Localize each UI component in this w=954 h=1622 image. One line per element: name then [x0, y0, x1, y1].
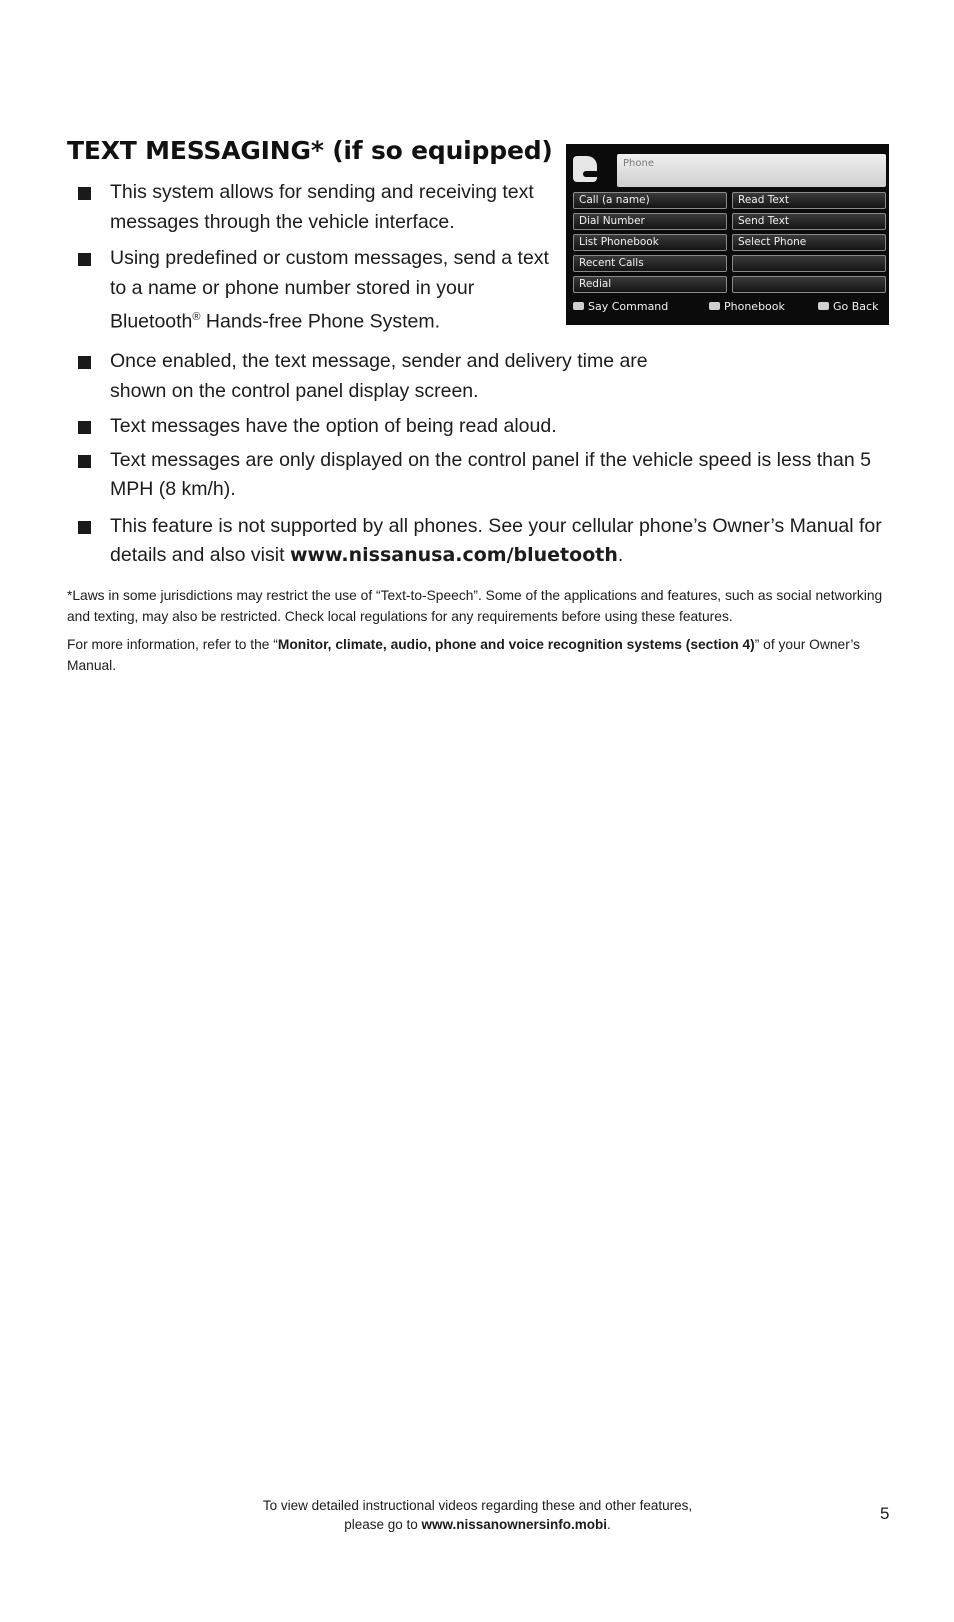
square-bullet-icon [78, 421, 91, 434]
screen-title-bar [617, 154, 886, 187]
recent-calls-button: Recent Calls [573, 255, 727, 272]
phone-screen-image [566, 144, 889, 325]
list-item [78, 178, 562, 237]
list-item-text: Text messages have the option of being read aloud. [110, 415, 557, 437]
footer-line-2-before: please go to [344, 1517, 422, 1532]
go-back-hint [818, 300, 878, 313]
talk-icon [573, 302, 584, 310]
list-item-text-after: Hands-free Phone System. [200, 310, 441, 333]
registered-mark: ® [192, 311, 201, 323]
section-reference: Monitor, climate, audio, phone and voice recognition systems (section 4) [277, 637, 755, 652]
phonebook-label: Phonebook [724, 300, 785, 313]
footer-line-2-after: . [607, 1517, 611, 1532]
list-item-text: Using predefined or custom messages, send a text to a name or phone number stored in your Bluetooth [110, 247, 549, 333]
section-heading: TEXT MESSAGING* (if so equipped) [67, 136, 553, 165]
send-text-button: Send Text [732, 213, 886, 230]
list-item-text: Text messages are only displayed on the control panel if the vehicle speed is less than 5 MPH (8 km/h). [110, 448, 871, 500]
screen-title: Phone [623, 158, 654, 169]
empty-button [732, 276, 886, 293]
footer-line-1: To view detailed instructional videos regarding these and other features, [262, 1498, 693, 1513]
square-bullet-icon [78, 455, 91, 468]
list-item [78, 244, 562, 337]
list-item [78, 446, 890, 505]
hang-up-icon [818, 302, 829, 310]
more-info-after: ” of your Owner’s Manual. [67, 637, 861, 673]
notes [67, 585, 897, 683]
page-footer [200, 1496, 755, 1534]
dial-number-button: Dial Number [573, 213, 727, 230]
list-item-text: This feature is not supported by all phones. See your cellular phone’s Owner’s Manual for details and also visit [110, 514, 882, 566]
screen-footer [566, 296, 889, 320]
square-bullet-icon [78, 356, 91, 369]
read-text-button: Read Text [732, 192, 886, 209]
bluetooth-link[interactable]: www.nissanusa.com/bluetooth [289, 544, 618, 566]
go-back-label: Go Back [833, 300, 879, 313]
list-item-text-after: . [617, 544, 624, 566]
page-number: 5 [880, 1504, 890, 1523]
redial-button: Redial [573, 276, 727, 293]
say-command-label: Say Command [588, 300, 669, 313]
square-bullet-icon [78, 521, 91, 534]
phonebook-icon [709, 302, 720, 310]
list-item-text: Once enabled, the text message, sender and delivery time are shown on the control panel display screen. [110, 350, 648, 402]
say-command-hint [573, 300, 668, 313]
list-item [78, 512, 890, 571]
call-name-button: Call (a name) [573, 192, 727, 209]
list-phonebook-button: List Phonebook [573, 234, 727, 251]
footnote: *Laws in some jurisdictions may restrict the use of “Text-to-Speech”. Some of the applications and features, such as social networking and texting, may also be restricted. Check local regulations for any requirements before using these features. [67, 588, 883, 624]
square-bullet-icon [78, 253, 91, 266]
owners-info-link[interactable]: www.nissanownersinfo.mobi [421, 1517, 608, 1532]
phone-icon [573, 156, 597, 182]
more-info-before: For more information, refer to the “ [67, 637, 278, 652]
list-item [78, 412, 878, 442]
empty-button [732, 255, 886, 272]
footer-line-2 [200, 1515, 755, 1534]
phonebook-hint [709, 300, 785, 313]
square-bullet-icon [78, 187, 91, 200]
more-info [67, 634, 897, 676]
list-item-text: This system allows for sending and receiving text messages through the vehicle interface. [110, 181, 534, 233]
list-item [78, 347, 670, 406]
select-phone-button: Select Phone [732, 234, 886, 251]
